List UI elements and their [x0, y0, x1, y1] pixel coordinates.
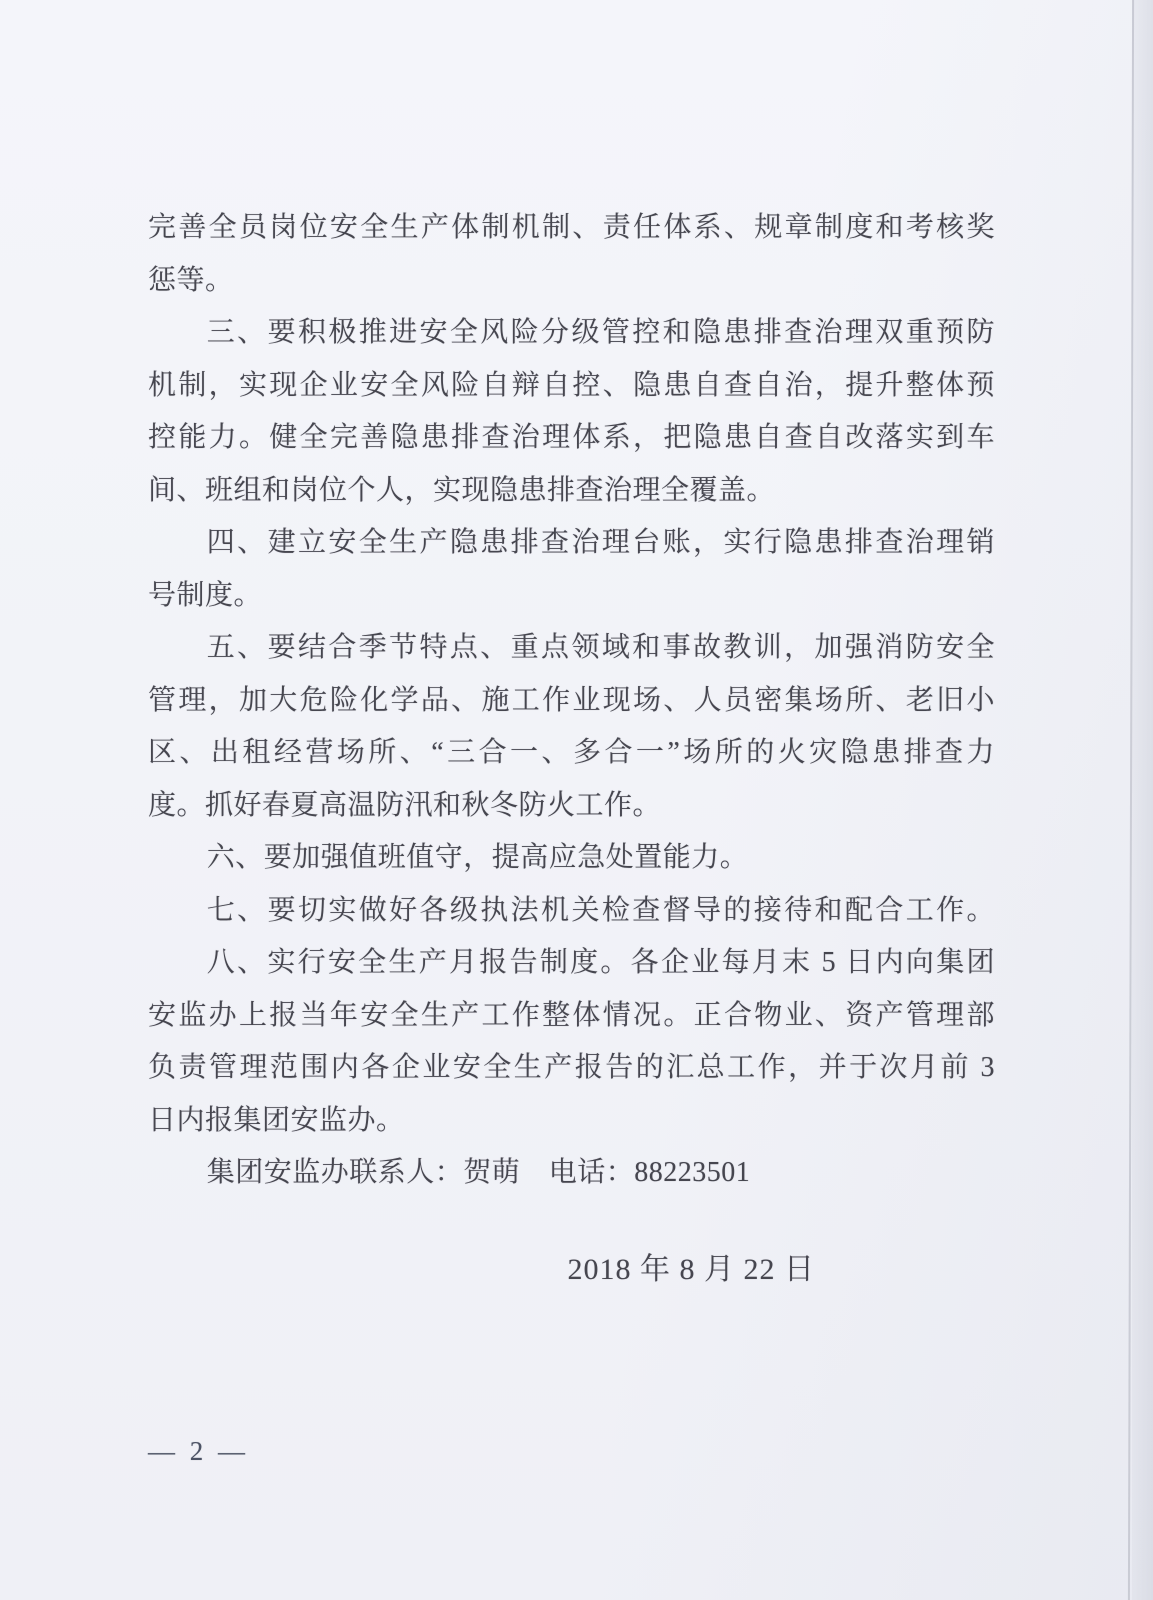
text-line: 度。抓好春夏高温防汛和秋冬防火工作。 — [148, 789, 662, 821]
text-line: 八、实行安全生产月报告制度。各企业每月末 5 日内向集团 — [206, 947, 995, 978]
text-line: 号制度。 — [148, 579, 263, 611]
text-line: 集团安监办联系人：贺萌 电话：88223501 — [206, 1157, 751, 1188]
document-date: 2018 年 8 月 22 日 — [567, 1253, 815, 1286]
text-line: 惩等。 — [148, 264, 234, 296]
text-line: 四、建立安全生产隐患排查治理台账，实行隐患排查治理销 — [206, 527, 995, 558]
text-line: 七、要切实做好各级执法机关检查督导的接待和配合工作。 — [206, 894, 995, 926]
document-body-lines — [148, 202, 995, 1200]
text-line: 管理，加大危险化学品、施工作业现场、人员密集场所、老旧小 — [148, 684, 995, 716]
text-line: 安监办上报当年安全生产工作整体情况。正合物业、资产管理部 — [148, 999, 995, 1031]
text-line: 机制，实现企业安全风险自辩自控、隐患自查自治，提升整体预 — [148, 369, 995, 401]
text-line: 日内报集团安监办。 — [148, 1104, 405, 1136]
text-line: 间、班组和岗位个人，实现隐患排查治理全覆盖。 — [148, 474, 776, 506]
page-number: — 2 — — [148, 1436, 249, 1466]
text-line: 五、要结合季节特点、重点领域和事故教训，加强消防安全 — [206, 632, 995, 663]
text-line: 控能力。健全完善隐患排查治理体系，把隐患自查自改落实到车 — [148, 422, 995, 453]
text-line: 负责管理范围内各企业安全生产报告的汇总工作，并于次月前 3 — [148, 1052, 995, 1083]
text-line: 区、出租经营场所、“三合一、多合一”场所的火灾隐患排查力 — [148, 737, 995, 768]
text-line: 完善全员岗位安全生产体制机制、责任体系、规章制度和考核奖 — [148, 212, 995, 243]
text-line: 六、要加强值班值守，提高应急处置能力。 — [206, 842, 749, 873]
text-line: 三、要积极推进安全风险分级管控和隐患排查治理双重预防 — [206, 317, 995, 348]
scan-edge-shade — [1132, 0, 1153, 1600]
